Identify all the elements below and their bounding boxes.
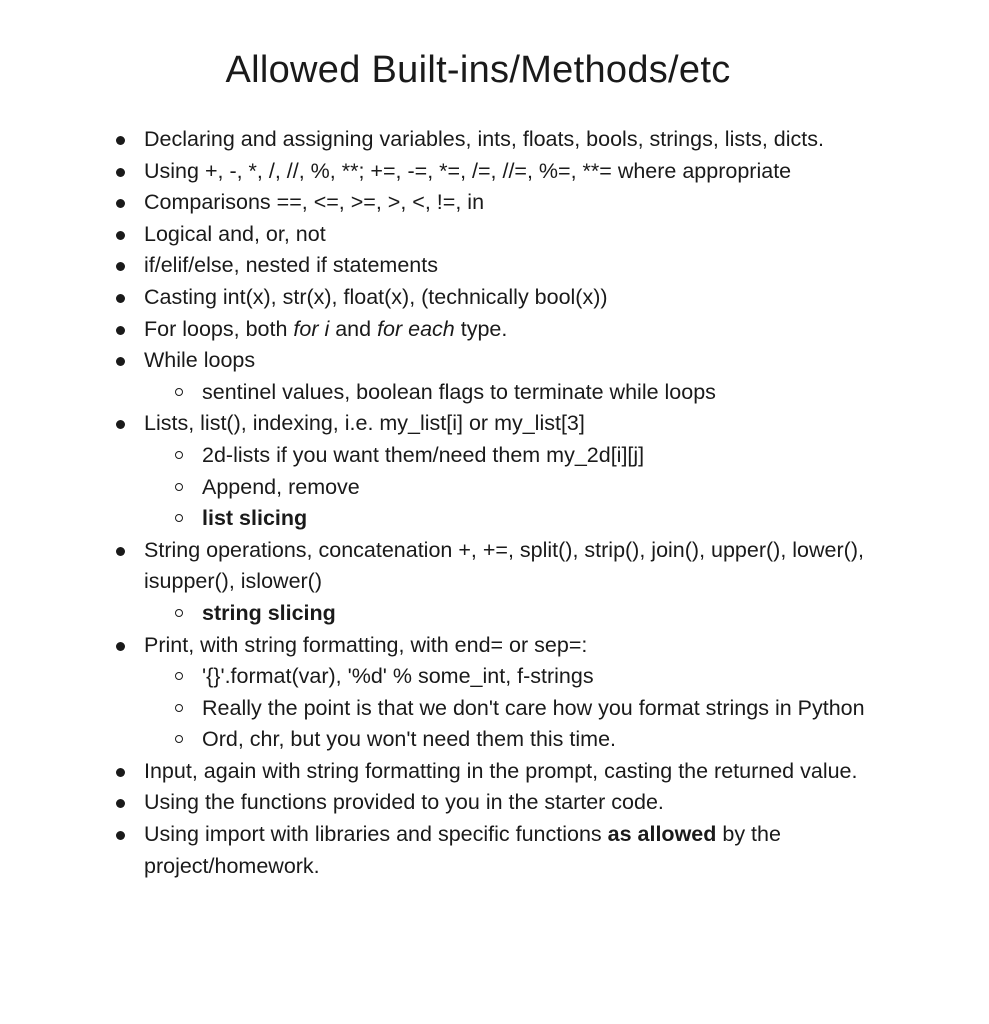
list-item — [113, 630, 883, 756]
list-item — [113, 756, 883, 788]
list-item — [113, 787, 883, 819]
list-item — [113, 345, 883, 408]
sub-list-item — [144, 693, 883, 725]
sub-list-item — [144, 661, 883, 693]
item-text: type. — [454, 316, 508, 341]
sub-list-item — [144, 724, 883, 756]
item-text-bold: string slicing — [202, 600, 336, 625]
sub-list-item — [144, 440, 883, 472]
list-item — [113, 314, 883, 346]
list-item — [113, 124, 883, 156]
sub-list-item — [144, 472, 883, 504]
sub-list — [144, 598, 883, 630]
item-text: by the project/homework. — [144, 822, 781, 878]
allowed-list — [113, 124, 883, 882]
list-item — [113, 535, 883, 630]
list-item — [113, 408, 883, 534]
list-item — [113, 187, 883, 219]
item-text: Declaring and assigning variables, ints, floats, bools, strings, lists, dicts. — [144, 127, 824, 151]
item-text-italic: for i — [293, 316, 330, 341]
sub-list-item — [144, 598, 883, 630]
item-text: For loops, both — [144, 316, 294, 341]
item-text: Print, with string formatting, with end= or sep=: — [144, 632, 588, 657]
list-item — [113, 250, 883, 282]
item-text: Really the point is that we don't care how you format strings in Python — [202, 695, 865, 720]
item-text: Lists, list(), indexing, i.e. my_list[i] or my_list[3] — [144, 411, 585, 436]
sub-list — [144, 377, 883, 409]
item-text: '{}'.format(var), '%d' % some_int, f-strings — [202, 664, 594, 689]
list-item — [113, 156, 883, 188]
sub-list — [144, 661, 883, 756]
list-item — [113, 819, 883, 882]
item-text: Using import with libraries and specific functions — [144, 822, 608, 847]
item-text: String operations, concatenation +, +=, split(), strip(), join(), upper(), lower(), isupper(), islower() — [144, 537, 864, 594]
item-text-bold: list slicing — [202, 506, 308, 531]
page-title: Allowed Built-ins/Methods/etc — [225, 49, 731, 91]
item-text-italic: for each — [377, 316, 455, 341]
item-text: While loops — [144, 348, 256, 373]
item-text: and — [329, 316, 378, 341]
item-text: Ord, chr, but you won't need them this time. — [202, 727, 617, 752]
item-text: 2d-lists if you want them/need them my_2d[i][j] — [202, 442, 645, 467]
item-text: sentinel values, boolean flags to terminate while loops — [202, 379, 716, 404]
item-text-bold: as allowed — [607, 822, 717, 847]
item-text: if/elif/else, nested if statements — [144, 253, 438, 278]
list-item — [113, 282, 883, 314]
item-text: Input, again with string formatting in the prompt, casting the returned value. — [144, 758, 858, 783]
list-item — [113, 219, 883, 251]
item-text: Casting int(x), str(x), float(x), (technically bool(x)) — [144, 284, 608, 309]
item-text: Append, remove — [202, 474, 360, 499]
item-text: Using +, -, *, /, //, %, **; +=, -=, *=, /=, //=, %=, **= where appropriate — [144, 158, 792, 183]
item-text: Comparisons ==, <=, >=, >, <, !=, in — [144, 190, 485, 215]
item-text: Using the functions provided to you in the starter code. — [144, 790, 664, 815]
item-text: Logical and, or, not — [144, 221, 326, 246]
sub-list-item — [144, 503, 883, 535]
sub-list — [144, 440, 883, 535]
sub-list-item — [144, 377, 883, 409]
